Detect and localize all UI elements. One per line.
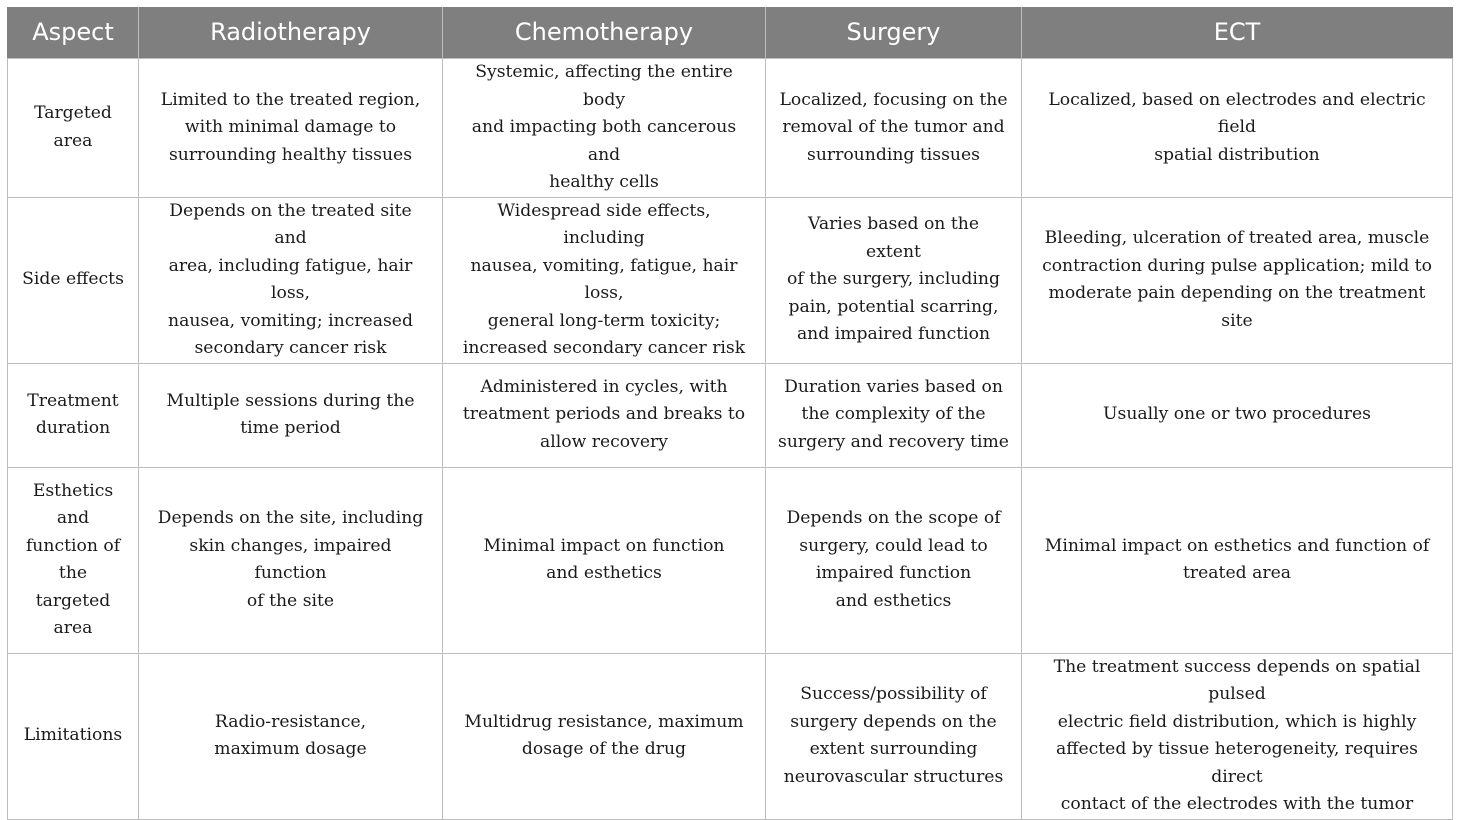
header-radiotherapy: Radiotherapy (139, 7, 443, 59)
header-ect: ECT (1022, 7, 1453, 59)
header-surgery: Surgery (766, 7, 1022, 59)
row-label-side-effects: Side effects (8, 197, 139, 363)
row-label-treatment-duration: Treatment duration (8, 363, 139, 467)
cell-ect: The treatment success depends on spatial pulsed electric field distribution, which is highly affected by tissue heterogeneity, requires direct contact of the electrodes with the tumor (1022, 653, 1453, 819)
cell-ect: Localized, based on electrodes and electric field spatial distribution (1022, 59, 1453, 198)
comparison-table-container (7, 7, 1452, 820)
cell-surgery: Varies based on the extent of the surgery, including pain, potential scarring, and impaired function (766, 197, 1022, 363)
cell-surgery: Success/possibility of surgery depends on the extent surrounding neurovascular structures (766, 653, 1022, 819)
table-row (8, 363, 1453, 467)
cell-surgery: Localized, focusing on the removal of the tumor and surrounding tissues (766, 59, 1022, 198)
table-row (8, 197, 1453, 363)
header-row (8, 7, 1453, 59)
cell-ect: Bleeding, ulceration of treated area, muscle contraction during pulse application; mild to moderate pain depending on the treatment site (1022, 197, 1453, 363)
cell-chemotherapy: Multidrug resistance, maximum dosage of the drug (443, 653, 766, 819)
table-body (8, 59, 1453, 820)
cell-radiotherapy: Multiple sessions during the time period (139, 363, 443, 467)
cell-surgery: Duration varies based on the complexity of the surgery and recovery time (766, 363, 1022, 467)
header-chemotherapy: Chemotherapy (443, 7, 766, 59)
cell-ect: Usually one or two procedures (1022, 363, 1453, 467)
cell-radiotherapy: Limited to the treated region, with minimal damage to surrounding healthy tissues (139, 59, 443, 198)
table-row (8, 467, 1453, 653)
treatment-comparison-table (7, 7, 1453, 820)
cell-chemotherapy: Minimal impact on function and esthetics (443, 467, 766, 653)
table-header (8, 7, 1453, 59)
row-label-limitations: Limitations (8, 653, 139, 819)
cell-radiotherapy: Radio-resistance, maximum dosage (139, 653, 443, 819)
cell-radiotherapy: Depends on the site, including skin changes, impaired function of the site (139, 467, 443, 653)
cell-chemotherapy: Administered in cycles, with treatment periods and breaks to allow recovery (443, 363, 766, 467)
cell-radiotherapy: Depends on the treated site and area, including fatigue, hair loss, nausea, vomiting; increased secondary cancer risk (139, 197, 443, 363)
cell-surgery: Depends on the scope of surgery, could lead to impaired function and esthetics (766, 467, 1022, 653)
table-row (8, 653, 1453, 819)
row-label-esthetics-function: Esthetics and function of the targeted area (8, 467, 139, 653)
header-aspect: Aspect (8, 7, 139, 59)
table-row (8, 59, 1453, 198)
row-label-targeted-area: Targeted area (8, 59, 139, 198)
cell-ect: Minimal impact on esthetics and function of treated area (1022, 467, 1453, 653)
cell-chemotherapy: Systemic, affecting the entire body and impacting both cancerous and healthy cells (443, 59, 766, 198)
cell-chemotherapy: Widespread side effects, including nausea, vomiting, fatigue, hair loss, general long-term toxicity; increased secondary cancer risk (443, 197, 766, 363)
